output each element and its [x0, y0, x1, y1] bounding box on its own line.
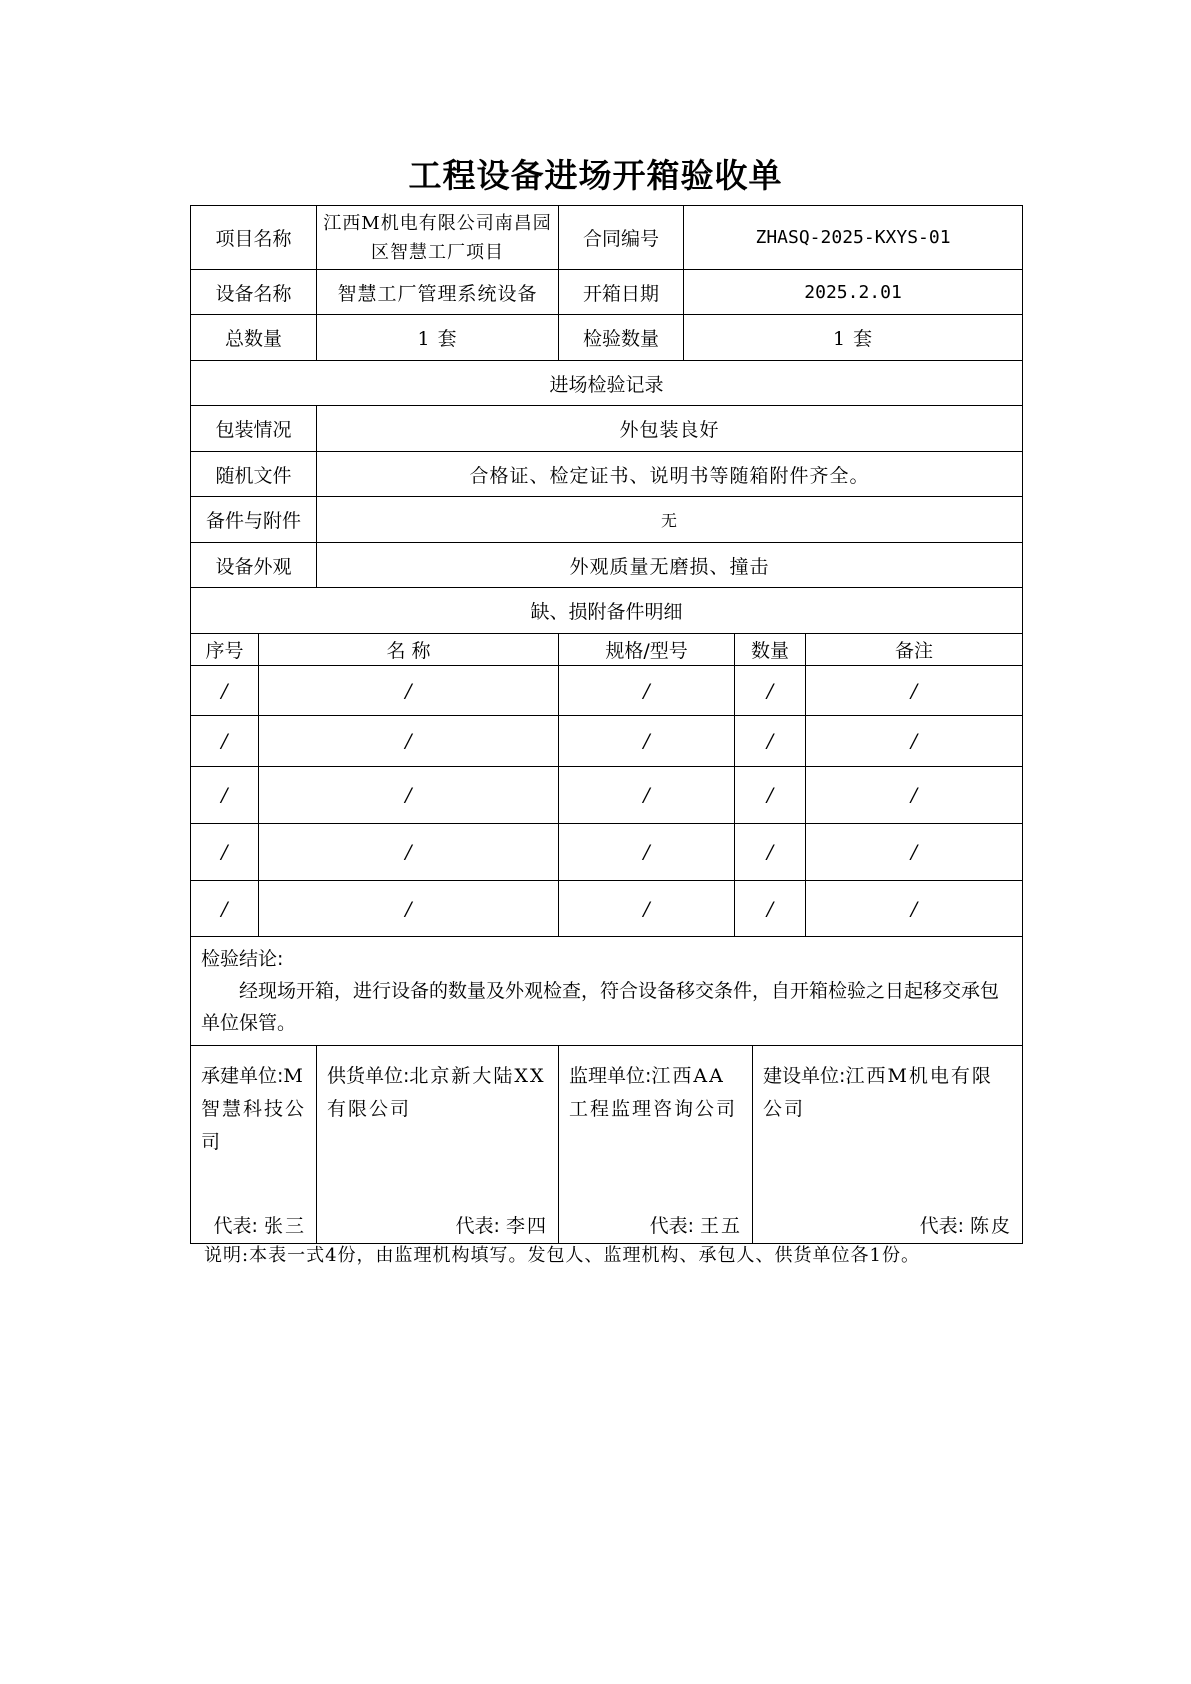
inspection-label: 设备外观	[191, 543, 317, 588]
table-cell: /	[559, 666, 735, 716]
inspect-qty-label: 检验数量	[559, 315, 684, 361]
table-row	[191, 881, 1023, 937]
signature-unit: 江西M机电有限公司	[763, 1065, 993, 1120]
table-cell: /	[191, 767, 259, 824]
table-cell: /	[806, 824, 1023, 881]
inspection-label: 包装情况	[191, 406, 317, 452]
table-cell: /	[559, 767, 735, 824]
signature-label: 供货单位:	[327, 1065, 410, 1087]
column-header: 规格/型号	[559, 634, 735, 666]
inspection-value: 外包装良好	[317, 406, 1023, 452]
signature-label: 监理单位:	[569, 1065, 652, 1087]
representative	[214, 1213, 306, 1239]
column-header: 数量	[735, 634, 806, 666]
table-cell: /	[559, 881, 735, 937]
column-header: 序号	[191, 634, 259, 666]
signature-unit: M智慧科技公司	[201, 1065, 307, 1153]
table-cell: /	[259, 716, 559, 767]
table-cell: /	[806, 716, 1023, 767]
total-qty-label: 总数量	[191, 315, 317, 361]
inspection-value: 无	[317, 497, 1023, 543]
signature-unit: 北京新大陆XX有限公司	[327, 1065, 546, 1120]
conclusion-text: 经现场开箱，进行设备的数量及外观检查，符合设备移交条件，自开箱检验之日起移交承包单位保管。	[201, 980, 1000, 1034]
equipment-name-value: 智慧工厂管理系统设备	[317, 270, 559, 315]
inspection-row	[191, 452, 1023, 497]
table-cell: /	[735, 881, 806, 937]
inspection-row	[191, 543, 1023, 588]
inspection-section-row	[191, 361, 1023, 406]
table-cell: /	[735, 716, 806, 767]
table-cell: /	[259, 881, 559, 937]
contract-no-value: ZHASQ-2025-KXYS-01	[684, 206, 1023, 270]
table-cell: /	[735, 824, 806, 881]
conclusion-label: 检验结论:	[201, 948, 284, 970]
table-row	[191, 666, 1023, 716]
table-cell: /	[735, 666, 806, 716]
inspection-value: 合格证、检定证书、说明书等随箱附件齐全。	[317, 452, 1023, 497]
table-cell: /	[191, 881, 259, 937]
table-cell: /	[191, 716, 259, 767]
table-cell: /	[259, 824, 559, 881]
inspection-row	[191, 406, 1023, 452]
signature-label: 建设单位:	[763, 1065, 846, 1087]
inspection-row	[191, 497, 1023, 543]
table-row	[191, 767, 1023, 824]
inspection-label: 备件与附件	[191, 497, 317, 543]
table-cell: /	[191, 666, 259, 716]
signature-cell-owner	[753, 1046, 1023, 1244]
representative-label: 代表:	[213, 1215, 258, 1237]
signature-unit: 江西AA工程监理咨询公司	[569, 1065, 738, 1120]
representative	[920, 1213, 1012, 1239]
table-cell: /	[259, 767, 559, 824]
representative-name: 王五	[700, 1215, 743, 1237]
table-cell: /	[559, 716, 735, 767]
total-qty-value: 1 套	[317, 315, 559, 361]
acceptance-form-table	[190, 205, 1023, 1244]
inspection-value: 外观质量无磨损、撞击	[317, 543, 1023, 588]
equipment-row	[191, 270, 1023, 315]
table-row	[191, 716, 1023, 767]
signature-cell-contractor	[191, 1046, 317, 1244]
representative	[650, 1213, 742, 1239]
column-header: 备注	[806, 634, 1023, 666]
inspect-qty-value: 1 套	[684, 315, 1023, 361]
representative-name: 李四	[506, 1215, 549, 1237]
signature-label: 承建单位:	[201, 1065, 284, 1087]
form-note: 说明:本表一式4份，由监理机构填写。发包人、监理机构、承包人、供货单位各1份。	[204, 1245, 920, 1266]
unbox-date-value: 2025.2.01	[684, 270, 1023, 315]
table-cell: /	[191, 824, 259, 881]
signature-cell-supervisor	[559, 1046, 753, 1244]
equipment-name-label: 设备名称	[191, 270, 317, 315]
table-cell: /	[806, 881, 1023, 937]
project-name-label: 项目名称	[191, 206, 317, 270]
table-cell: /	[806, 767, 1023, 824]
unbox-date-label: 开箱日期	[559, 270, 684, 315]
contract-no-label: 合同编号	[559, 206, 684, 270]
project-name-value: 江西M机电有限公司南昌园区智慧工厂项目	[317, 206, 559, 270]
table-cell: /	[259, 666, 559, 716]
column-header: 名 称	[259, 634, 559, 666]
representative-name: 张三	[264, 1215, 307, 1237]
missing-parts-section-title: 缺、损附备件明细	[191, 588, 1023, 634]
project-row	[191, 206, 1023, 270]
page-title: 工程设备进场开箱验收单	[408, 156, 783, 195]
signature-row	[191, 1046, 1023, 1244]
missing-parts-section-row	[191, 588, 1023, 634]
missing-parts-header-row	[191, 634, 1023, 666]
representative-label: 代表:	[649, 1215, 694, 1237]
table-row	[191, 824, 1023, 881]
representative-label: 代表:	[455, 1215, 500, 1237]
conclusion-cell	[191, 937, 1023, 1046]
quantity-row	[191, 315, 1023, 361]
representative-label: 代表:	[919, 1215, 964, 1237]
table-cell: /	[735, 767, 806, 824]
table-cell: /	[559, 824, 735, 881]
representative	[456, 1213, 548, 1239]
signature-cell-supplier	[317, 1046, 559, 1244]
inspection-label: 随机文件	[191, 452, 317, 497]
inspection-section-title: 进场检验记录	[191, 361, 1023, 406]
conclusion-row	[191, 937, 1023, 1046]
table-cell: /	[806, 666, 1023, 716]
representative-name: 陈皮	[970, 1215, 1013, 1237]
